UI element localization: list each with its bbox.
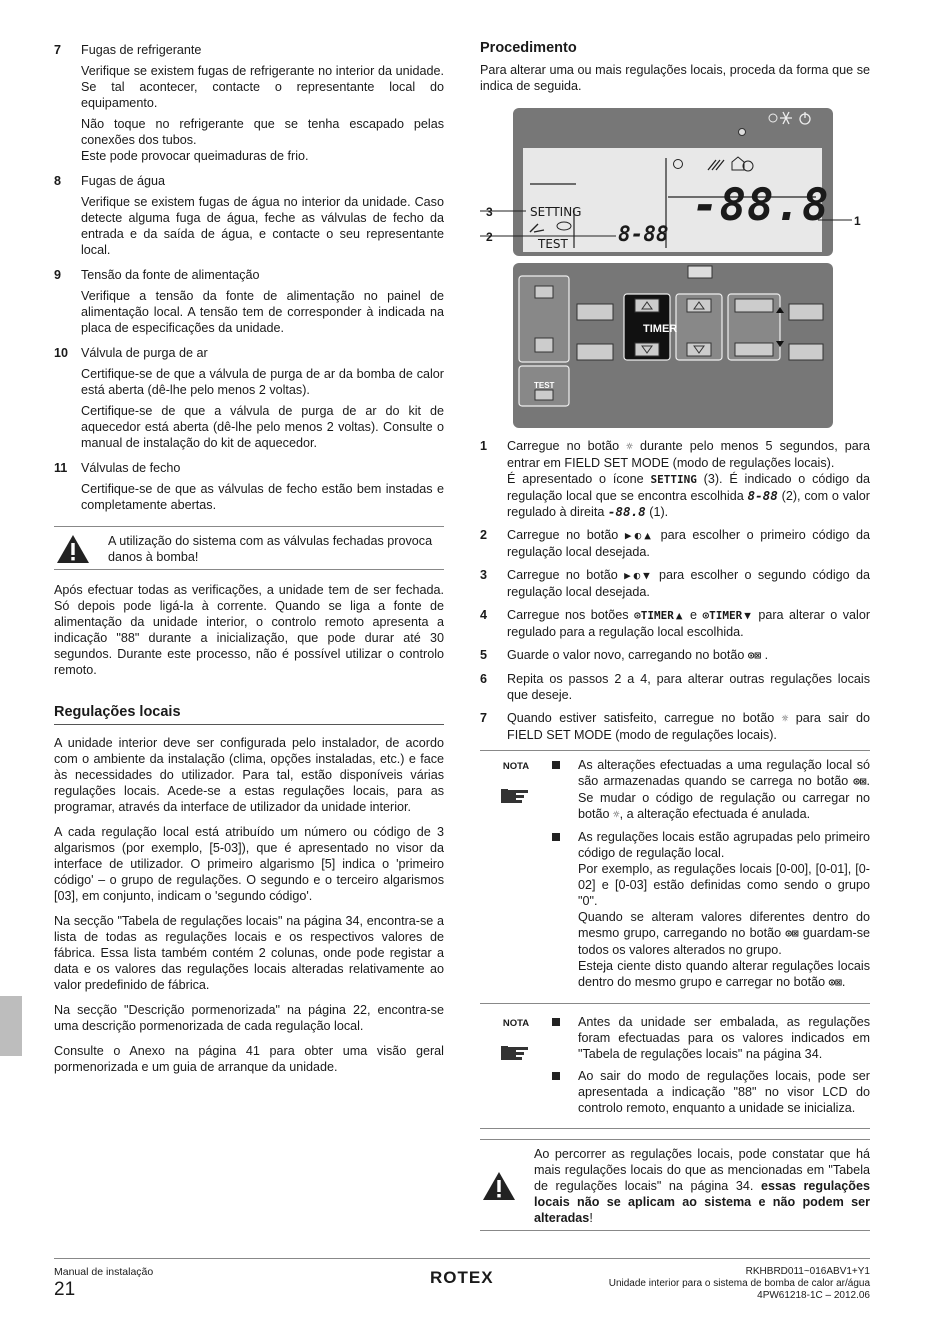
check-item-number: 11: [54, 461, 68, 475]
check-item: [54, 173, 444, 263]
timer-down-button[interactable]: [635, 343, 659, 356]
check-item-paragraph: Certifique-se de que a válvula de purga de ar do kit de aquecedor está aberta (dê-lhe pelo menos 2 voltas). Consulte o manual de instalação do kit de aquecedor.: [81, 404, 444, 450]
procedure-title: Procedimento: [480, 40, 577, 56]
callout-3-label: 3: [486, 205, 493, 219]
warning-text: A utilização do sistema com as válvulas fechadas provoca danos à bomba!: [108, 534, 433, 564]
footer-reference: 4PW61218-1C – 2012.06: [757, 1290, 870, 1301]
brand-logo: ROTEX: [430, 1268, 494, 1287]
program-arrow-button[interactable]: [577, 304, 613, 320]
temp-down-button[interactable]: [735, 343, 773, 356]
check-item-paragraph: Verifique se existem fugas de água no interior da unidade. Caso detecte alguma fuga de água, feche as válvulas de fecho da entrada e da saída de água, e contacte o seu representante local.: [81, 195, 444, 257]
step-text: (1).: [649, 505, 669, 519]
note-1-bullet-2: [552, 829, 870, 991]
save-icon: ⊙⊠: [747, 649, 762, 662]
step-text: para sair do FIELD SET MODE (modo de regulações locais).: [507, 711, 870, 742]
warning-icon: [480, 1146, 534, 1226]
step-text: Guarde o valor novo, carregando no botão: [507, 648, 745, 662]
save-icon: ⊙⊠: [785, 927, 799, 940]
timer-up-icon: ⊙TIMER▲: [634, 609, 685, 622]
procedure-step: [480, 647, 870, 664]
note1-text-e: Por exemplo, as regulações locais [0-00], [0-01], [0-02] e [0-03] estão definidas como sendo o grupo "0".: [578, 862, 870, 908]
check-item-paragraph: Verifique a tensão da fonte de alimentação no painel de alimentação local. A tensão tem de corresponder à indicada na placa de especificações da unidade.: [81, 289, 444, 335]
check-item-title: Fugas de refrigerante: [81, 43, 202, 57]
note-label-2: [480, 1014, 552, 1122]
note-label-1: [480, 757, 552, 997]
check-item-title: Tensão da fonte de alimentação: [81, 268, 260, 282]
procedure-step: [480, 710, 870, 743]
pointing-hand-icon: [500, 1042, 532, 1062]
left-column: [54, 38, 444, 1084]
step-text: para escolher o primeiro código da regulação local desejada.: [507, 528, 871, 559]
step-text: Carregue nos botões: [507, 608, 629, 622]
check-item: [54, 42, 444, 169]
code-down-button[interactable]: [687, 343, 711, 356]
temp-display-button[interactable]: [535, 338, 553, 352]
code-down-icon: ▶◐▼: [624, 569, 653, 582]
lcd-test-label: TEST: [538, 237, 568, 251]
check-item: [54, 460, 444, 518]
note-2-bullet-1: [552, 1014, 870, 1062]
note1-text-b: . Se mudar o código de regulação ou carregar no botão: [578, 774, 871, 821]
check-item-number: 7: [54, 43, 62, 57]
check-item-number: 9: [54, 268, 62, 282]
timer-clear-button[interactable]: [577, 344, 613, 360]
after-checks-paragraph: Após efectuar todas as verificações, a unidade tem de ser fechada. Só depois pode ligá-la à corrente. Quando se liga a fonte de alimentação da unidade interior, o controlo remoto apresenta a indicação "88" durante a inicialização, que pode durar até 30 segundos. Durante este processo, não é possível utilizar o controlo remoto.: [54, 583, 444, 677]
lcd-code-readout: 8-88: [618, 222, 669, 246]
procedure-step: [480, 438, 870, 520]
step-number: 3: [480, 568, 488, 582]
note-1-bullet-1: [552, 757, 870, 823]
step-number: 7: [480, 711, 488, 725]
procedure-intro: Para alterar uma ou mais regulações locais, proceda da forma que se indica de seguida.: [480, 63, 870, 93]
note1-text-h: Esteja ciente disto quando alterar regulações locais dentro do mesmo grupo e carregar no botão: [578, 959, 870, 989]
section-paragraph: Consulte o Anexo na página 41 para obter uma visão geral pormenorizada e um guia de arranque da unidade.: [54, 1044, 444, 1074]
note-2-bullet-2: [552, 1068, 870, 1116]
remote-slot: [688, 266, 712, 278]
note2-text-b: Ao sair do modo de regulações locais, pode ser apresentada a indicação "88" no visor LCD do controlo remoto, enquanto a unidade se inicializa.: [578, 1069, 870, 1115]
pointing-hand-icon: [500, 785, 532, 805]
timer-label: TIMER: [640, 609, 674, 622]
save-icon: ⊙⊠: [853, 775, 867, 788]
footer-description: Unidade interior para o sistema de bomba de calor ar/água: [608, 1278, 870, 1289]
timer-label: TIMER: [709, 609, 743, 622]
value-readout: -88.8: [607, 504, 646, 519]
callout-2-label: 2: [486, 230, 493, 244]
check-item-paragraph: Certifique-se de que a válvula de purga de ar da bomba de calor está aberta (dê-lhe pelo menos 2 voltas).: [81, 367, 444, 397]
setting-icon: SETTING: [650, 473, 697, 486]
procedure-step: [480, 671, 870, 703]
step-text: Quando estiver satisfeito, carregue no botão: [507, 711, 775, 725]
footer-left: [54, 1266, 153, 1301]
callout-1-label: 1: [854, 214, 861, 228]
page-number: 21: [54, 1279, 76, 1300]
section-paragraph: Na secção "Descrição pormenorizada" na página 22, encontra-se uma descrição pormenorizada de cada regulação local.: [54, 1003, 444, 1033]
heat-cool-button[interactable]: [789, 304, 823, 320]
note1-text-i: .: [841, 975, 846, 989]
thumb-tab: [0, 996, 22, 1056]
note-box-1: [480, 750, 870, 1004]
lcd-setting-label: SETTING: [530, 205, 582, 219]
check-item-paragraph: Não toque no refrigerante que se tenha escapado pelas conexões dos tubos.: [81, 117, 444, 147]
note1-text-f: Quando se alteram valores diferentes dentro do mesmo grupo, carregando no botão: [578, 910, 870, 940]
warning-icon: [54, 533, 108, 565]
footer-manual-title: Manual de instalação: [54, 1266, 154, 1278]
code-up-button[interactable]: [687, 299, 711, 312]
test-button-label: TEST: [534, 381, 555, 390]
note-2-body: [552, 1014, 870, 1122]
status-led: [739, 129, 746, 136]
house-clock-button[interactable]: [535, 286, 553, 298]
note1-text-c: , a alteração efectuada é anulada.: [619, 807, 811, 821]
step-text: (3). É indicado o código da regulação local que se encontra escolhida: [507, 472, 871, 503]
procedure-step: [480, 607, 870, 640]
note1-text-a: As alterações efectuadas a uma regulação local só são armazenadas quando se carrega no botão: [578, 758, 870, 788]
note-1-body: [552, 757, 870, 997]
note-box-2: [480, 1004, 870, 1129]
save-icon: ⊙⊠: [828, 976, 842, 989]
check-item-paragraph: Certifique-se de que as válvulas de fecho estão bem instadas e completamente abertas.: [81, 482, 444, 512]
warning-box: [54, 526, 444, 570]
check-item-title: Válvulas de fecho: [81, 461, 181, 475]
check-item-title: Válvula de purga de ar: [81, 346, 208, 360]
code-up-icon: ▶◐▲: [624, 529, 655, 542]
timer-down-icon: ⊙TIMER▼: [702, 609, 753, 622]
section-title: Regulações locais: [54, 704, 444, 725]
check-item: [54, 267, 444, 341]
step-text: (2), com o valor regulado à direita: [507, 489, 870, 519]
warning-2-bold: essas regulações locais não se aplicam ao sistema e não podem ser alteradas: [534, 1179, 871, 1225]
warning-2-normal: Ao percorrer as regulações locais, pode constatar que há mais regulações locais do que as mencionadas em "Tabela de regulações locais" na página 34.: [534, 1147, 870, 1193]
page-footer: [54, 1258, 870, 1301]
note-label-text: NOTA: [502, 1018, 530, 1029]
inspection-test-icon: ☼: [626, 440, 633, 453]
step-number: 2: [480, 528, 488, 542]
step-text: durante pelo menos 5 segundos, para entrar em FIELD SET MODE (modo de regulações locais).: [507, 439, 870, 470]
note1-text-g: guardam-se todos os valores alterados no grupo.: [578, 926, 870, 957]
step-text: Repita os passos 2 a 4, para alterar outras regulações locais que deseje.: [507, 672, 870, 702]
inspection-icon: ☼: [613, 808, 620, 821]
procedure-step: [480, 567, 870, 600]
step-text: Carregue no botão: [507, 439, 620, 453]
step-number: 4: [480, 608, 488, 622]
warning-box-2: [480, 1139, 870, 1231]
step-text: .: [764, 648, 769, 662]
remote-control-figure: [480, 108, 870, 430]
check-item-number: 10: [54, 346, 69, 360]
step-number: 5: [480, 648, 488, 662]
step-number: 6: [480, 672, 488, 686]
footer-right: [609, 1266, 870, 1302]
timer-button-label: TIMER: [643, 323, 678, 335]
section-paragraph: Na secção "Tabela de regulações locais" na página 34, encontra-se a lista de todas as regulações locais e os respectivos valores de fábrica. Essa lista também contém 2 colunas, onde pode registar a data e os valores das regulações locais alteradas relativamente ao valor predefinido de fábrica.: [54, 914, 444, 992]
timer-up-button[interactable]: [635, 299, 659, 312]
right-column: [480, 38, 870, 1243]
step-text: Carregue no botão: [507, 568, 618, 582]
check-item-title: Fugas de água: [81, 174, 166, 188]
note-label-text: NOTA: [502, 761, 530, 772]
step-number: 1: [480, 439, 488, 453]
step-text: para alterar o valor regulado para a regulação local escolhida.: [507, 608, 871, 639]
check-item: [54, 345, 444, 456]
step-text: É apresentado o ícone: [507, 472, 644, 486]
check-item-number: 8: [54, 174, 62, 188]
inspection-test-icon: ☼: [781, 712, 789, 725]
procedure-step: [480, 527, 870, 560]
code-readout: 8-88: [747, 488, 778, 503]
quiet-mode-button[interactable]: [789, 344, 823, 360]
step-text: e: [689, 608, 697, 622]
warning-2-end: !: [589, 1211, 593, 1225]
step-text: para escolher o segundo código da regulação local desejada.: [507, 568, 871, 599]
note2-text-a: Antes da unidade ser embalada, as regulações foram efectuadas para os valores indicados em "Tabela de regulações locais" na página 34.: [578, 1015, 870, 1061]
section-paragraph: A cada regulação local está atribuído um número ou código de 3 algarismos (por exemplo, [5-03]), que é apresentado no visor da interface de utilizador. O primeiro algarismo [5] indica o 'primeiro código' – o grupo de regulações. O segundo e o terceiro algarismos [03], em conjunto, indicam o 'segundo código'.: [54, 825, 444, 903]
temp-up-button[interactable]: [735, 299, 773, 312]
check-item-paragraph: Este pode provocar queimaduras de frio.: [81, 149, 309, 163]
warning-2-text: [534, 1146, 870, 1226]
note1-text-d: As regulações locais estão agrupadas pelo primeiro código de regulação local.: [578, 830, 870, 860]
step-text: Carregue no botão: [507, 528, 619, 542]
check-item-paragraph: Verifique se existem fugas de refrigerante no interior da unidade. Se tal acontecer, contacte o representante local do equipamento.: [81, 64, 444, 110]
section-paragraph: A unidade interior deve ser configurada pelo instalador, de acordo com o ambiente da instalação (clima, opções instaladas, etc.) e face às necessidades do utilizador. Para tal, estão disponíveis várias regulações locais. Acede-se a estas regulações locais, para as programar, através da interface de utilizador da unidade interior.: [54, 736, 444, 814]
lcd-value-readout: -88.8: [692, 180, 830, 231]
footer-model: RKHBRD011~016ABV1+Y1: [745, 1266, 870, 1277]
